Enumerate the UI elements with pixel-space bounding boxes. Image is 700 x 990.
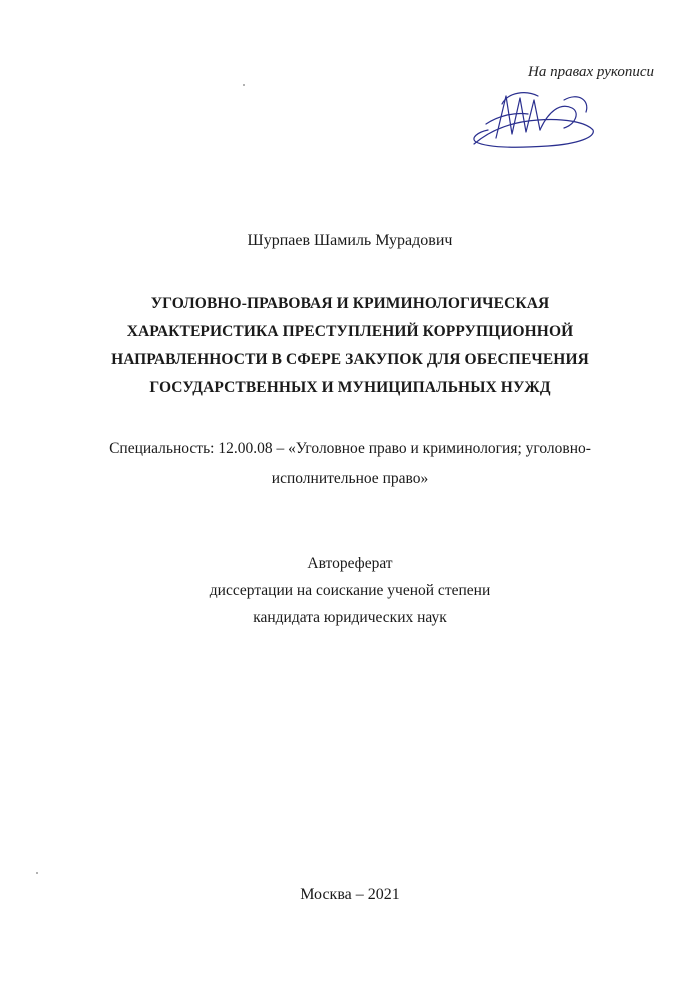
dissertation-title <box>60 290 640 402</box>
specialty-line: Специальность: 12.00.08 – «Уголовное право и криминология; уголовно- <box>109 440 591 457</box>
abstract-line: кандидата юридических наук <box>253 609 447 626</box>
scan-speck <box>243 84 245 86</box>
title-line: УГОЛОВНО-ПРАВОВАЯ И КРИМИНОЛОГИЧЕСКАЯ <box>150 295 550 312</box>
scan-speck <box>36 872 38 874</box>
title-line: НАПРАВЛЕННОСТИ В СФЕРЕ ЗАКУПОК ДЛЯ ОБЕСПЕЧЕНИЯ <box>111 351 589 368</box>
abstract-block <box>0 550 700 631</box>
specialty <box>60 434 640 494</box>
abstract-line: Автореферат <box>307 555 393 572</box>
title-line: ГОСУДАРСТВЕННЫХ И МУНИЦИПАЛЬНЫХ НУЖД <box>149 379 551 396</box>
title-line: ХАРАКТЕРИСТИКА ПРЕСТУПЛЕНИЙ КОРРУПЦИОННОЙ <box>126 323 574 340</box>
abstract-line: диссертации на соискание ученой степени <box>209 582 491 599</box>
handwritten-signature <box>468 82 598 162</box>
city-year: Москва – 2021 <box>300 886 400 903</box>
author-name: Шурпаев Шамиль Мурадович <box>247 232 453 249</box>
specialty-line: исполнительное право» <box>271 470 429 487</box>
manuscript-note: На правах рукописи <box>528 64 654 80</box>
